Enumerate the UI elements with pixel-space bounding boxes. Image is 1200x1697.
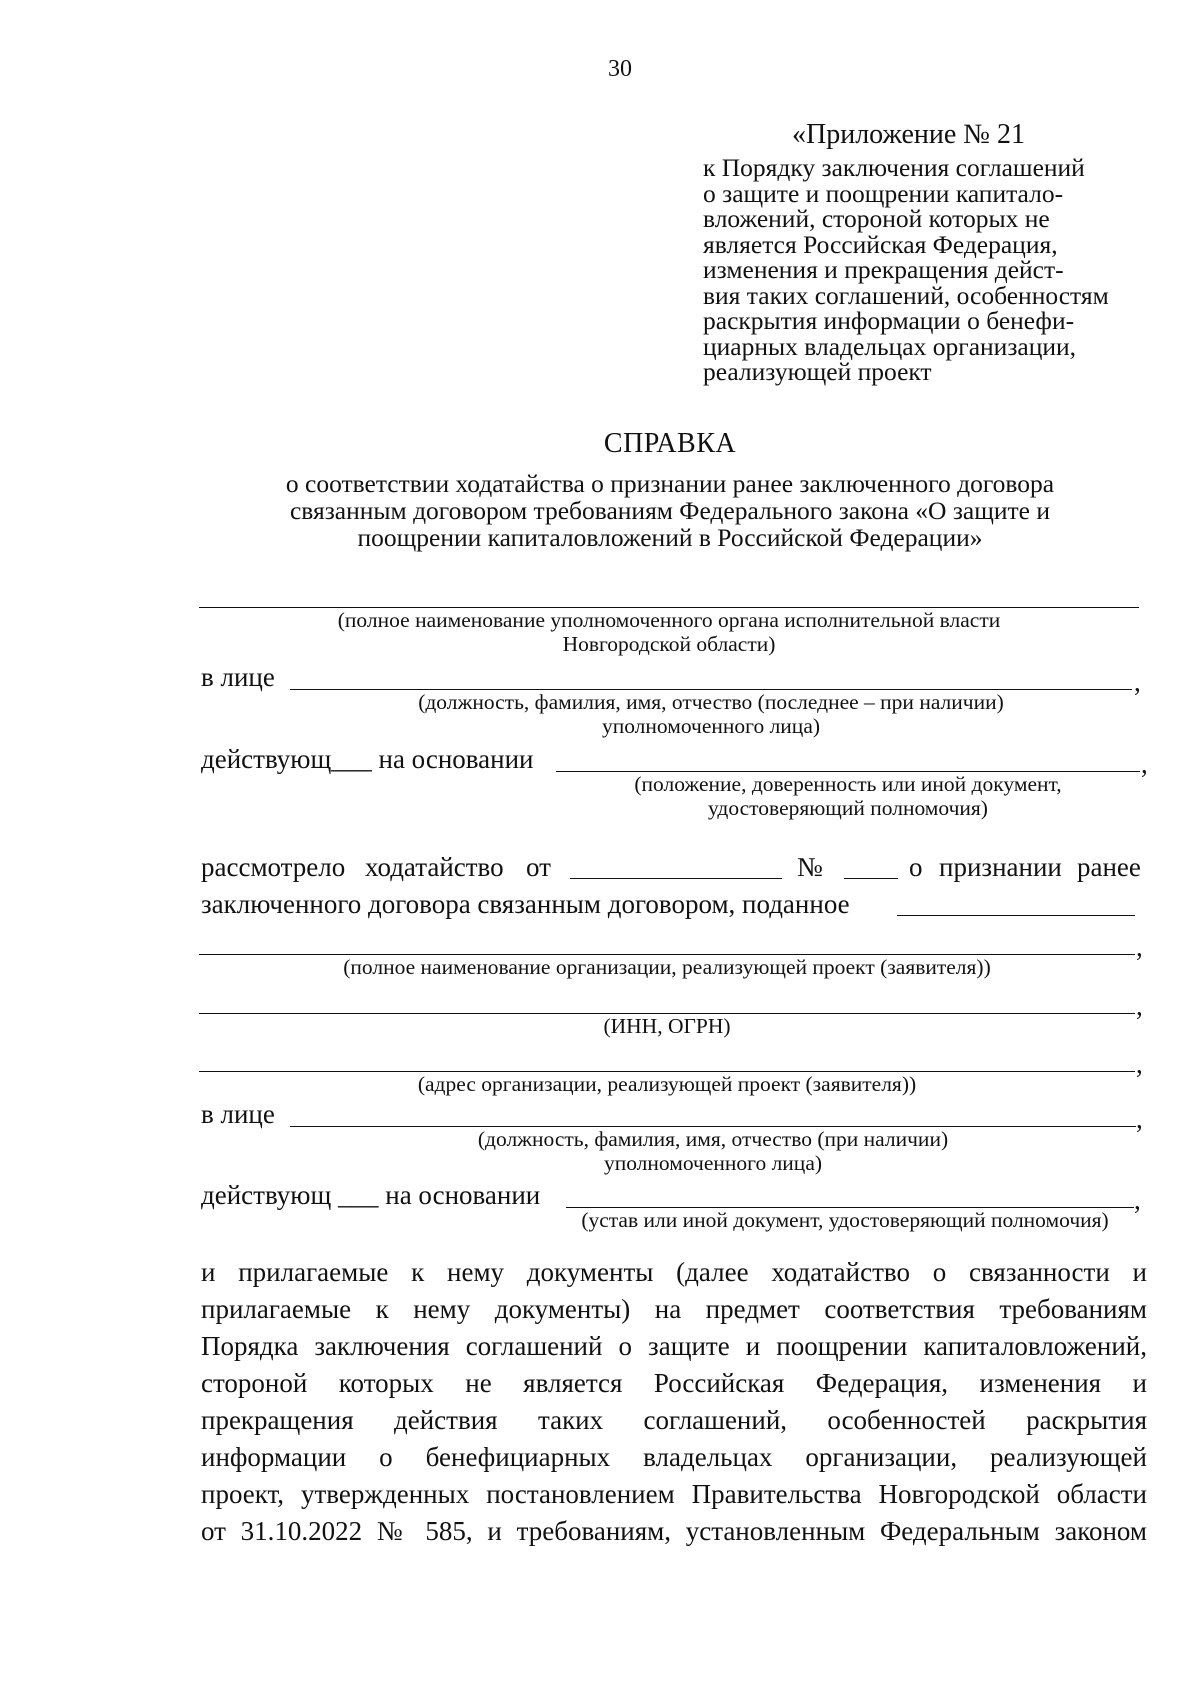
comma: , <box>1141 749 1148 779</box>
comma: , <box>1136 1049 1143 1079</box>
caption-line: (должность, фамилия, имя, отчество (при наличии) <box>477 1127 949 1151</box>
subtitle-line: поощрении капиталовложений в Российской Федерации» <box>357 523 983 552</box>
recognition-word: ранее <box>1077 852 1141 882</box>
reviewed-word: ходатайство <box>365 852 504 882</box>
basis-caption <box>556 772 1140 820</box>
comma: , <box>1134 667 1141 697</box>
petition-date-field[interactable] <box>570 878 782 879</box>
acting-label: действующ___ на основании <box>201 744 534 774</box>
page-number: 30 <box>608 56 632 82</box>
comma: , <box>1136 1104 1143 1134</box>
appendix-line: вложений, стороной которых не <box>703 204 1050 233</box>
caption-line: уполномоченного лица) <box>603 1151 823 1175</box>
appendix-line: к Порядку заключения соглашений <box>703 153 1085 182</box>
official-caption <box>290 690 1132 738</box>
body-line: прекращения действия таких соглашений, особенностей раскрытия <box>201 1405 1147 1435</box>
recognition-word: о <box>909 852 923 882</box>
caption-line: Новгородской области) <box>562 632 776 656</box>
body-line: информации о бенефициарных владельцах организации, реализующей <box>201 1442 1147 1472</box>
comma: , <box>1134 1185 1141 1215</box>
appendix-line: вия таких соглашений, особенностям <box>703 280 1109 310</box>
reviewed-word: рассмотрело <box>201 852 346 882</box>
appendix-line: является Российская Федерация, <box>703 229 1058 259</box>
appendix-description <box>703 155 1133 385</box>
appendix-line: изменения и прекращения дейст- <box>703 255 1064 284</box>
body-line: проект, утвержденных постановлением Правительства Новгородской области <box>201 1479 1147 1509</box>
body-line: Порядка заключения соглашений о защите и поощрении капиталовложений, <box>201 1331 1147 1361</box>
petition-number-field[interactable] <box>844 878 898 879</box>
comma: , <box>1136 932 1143 962</box>
inn-ogrn-caption: (ИНН, ОГРН) <box>603 1014 731 1038</box>
subtitle-line: связанным договором требованиям Федерального закона «О защите и <box>289 496 1050 525</box>
applicant-official-caption <box>290 1127 1136 1175</box>
document-subtitle <box>0 470 1200 551</box>
address-caption: (адрес организации, реализующей проект (заявителя)) <box>417 1072 917 1096</box>
organization-name-caption: (полное наименование организации, реализующей проект (заявителя)) <box>343 955 991 979</box>
comma: , <box>1136 991 1143 1021</box>
document-title: СПРАВКА <box>603 428 737 459</box>
submitted-text: заключенного договора связанным договором, поданное <box>201 889 850 919</box>
appendix-title: «Приложение № 21 <box>792 119 1025 150</box>
appendix-line: о защите и поощрении капитало- <box>703 178 1064 208</box>
caption-line: уполномоченного лица) <box>601 714 821 738</box>
body-line: стороной которых не является Российская Федерация, изменения и <box>201 1368 1147 1398</box>
number-sign: № <box>797 852 823 882</box>
body-line: и прилагаемые к нему документы (далее ходатайство о связанности и <box>201 1257 1147 1287</box>
caption-line: удостоверяющий полномочия) <box>708 796 988 820</box>
appendix-line: раскрытия информации о бенефи- <box>703 306 1075 335</box>
applicant-in-person-label: в лице <box>201 1099 275 1129</box>
body-line: от 31.10.2022 № 585, и требованиям, установленным Федеральным законом <box>201 1516 1147 1546</box>
caption-line: (должность, фамилия, имя, отчество (последнее – при наличии) <box>418 690 1004 714</box>
appendix-line: циарных владельцах организации, <box>703 331 1077 361</box>
appendix-line: реализующей проект <box>703 357 932 386</box>
caption-line: (положение, доверенность или иной документ, <box>634 772 1062 796</box>
recognition-word: признании <box>939 852 1062 882</box>
applicant-acting-label: действующ ___ на основании <box>201 1180 541 1210</box>
body-line: прилагаемые к нему документы) на предмет соответствия требованиям <box>201 1294 1147 1324</box>
reviewed-word: от <box>526 852 551 882</box>
applicant-basis-caption: (устав или иной документ, удостоверяющий полномочия) <box>581 1208 1109 1232</box>
subtitle-line: о соответствии ходатайства о признании ранее заключенного договора <box>285 469 1055 498</box>
in-person-label: в лице <box>201 662 275 692</box>
caption-line: (полное наименование уполномоченного органа исполнительной власти <box>337 608 1001 632</box>
submitted-by-field[interactable] <box>897 915 1135 916</box>
authority-caption <box>199 608 1139 656</box>
